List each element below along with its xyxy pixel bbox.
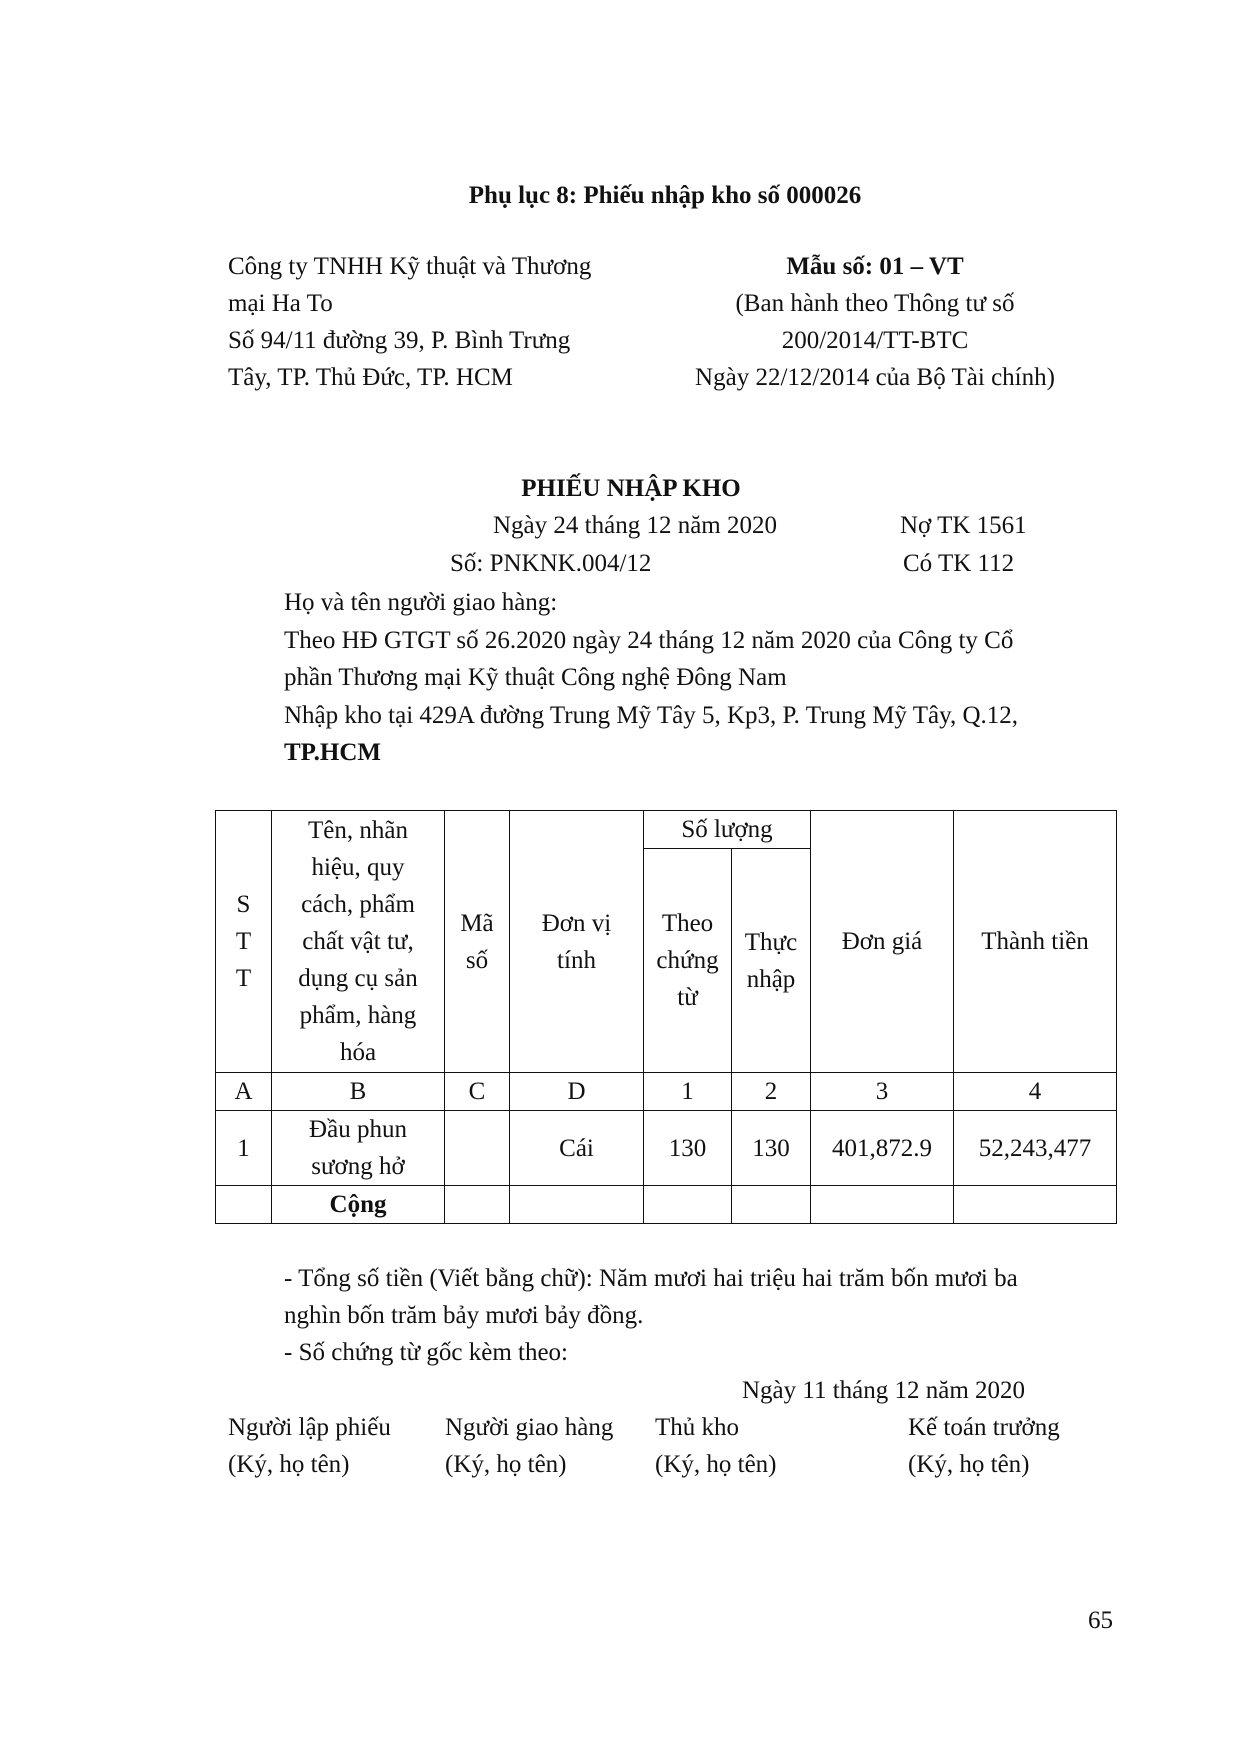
sign-date: Ngày 11 tháng 12 năm 2020: [742, 1377, 1026, 1404]
header-text: tính: [557, 946, 596, 974]
row-qty-doc: 130: [644, 1111, 732, 1186]
index-cell: 3: [811, 1073, 954, 1111]
form-code: Mẫu số: 01 – VT: [786, 253, 964, 280]
header-stt: [216, 811, 272, 1073]
header-quantity: Số lượng: [644, 811, 811, 849]
index-cell: A: [216, 1073, 272, 1111]
total-cell: [445, 1186, 510, 1224]
form-info-line: 200/2014/TT-BTC: [781, 327, 969, 354]
row-name-text: sương hở: [311, 1153, 405, 1180]
header-text: cách, phẩm: [301, 891, 415, 918]
warehouse-line: Nhập kho tại 429A đường Trung Mỹ Tây 5, Kp3, P. Trung Mỹ Tây, Q.12,: [284, 702, 1019, 729]
header-text: hóa: [339, 1039, 377, 1066]
total-in-words: - Tổng số tiền (Viết bằng chữ): Năm mươi hai triệu hai trăm bốn mươi ba: [284, 1265, 1018, 1292]
signature-note: (Ký, họ tên): [908, 1451, 1030, 1478]
header-unit: [510, 811, 644, 1073]
header-text: Đơn vị: [541, 909, 612, 937]
goods-table: [215, 810, 1117, 1224]
header-text: S: [236, 891, 251, 918]
header-name: [272, 811, 445, 1073]
total-label: Cộng: [272, 1186, 445, 1224]
signature-role: Kế toán trưởng: [908, 1414, 1060, 1441]
page-heading: Phụ lục 8: Phiếu nhập kho số 000026: [468, 182, 862, 209]
signature-role: Thủ kho: [655, 1414, 740, 1441]
index-cell: 4: [954, 1073, 1117, 1111]
header-qty-actual: [732, 849, 811, 1073]
row-amount: 52,243,477: [954, 1111, 1117, 1186]
header-text: phẩm, hàng: [299, 1002, 417, 1029]
index-cell: C: [445, 1073, 510, 1111]
header-text: Thực: [744, 928, 798, 956]
index-cell: 2: [732, 1073, 811, 1111]
header-text: T: [235, 965, 252, 992]
company-block: [228, 248, 648, 396]
signature-note: (Ký, họ tên): [445, 1451, 567, 1478]
voucher-number: Số: PNKNK.004/12: [450, 550, 652, 577]
index-cell: B: [272, 1073, 445, 1111]
company-line: Công ty TNHH Kỹ thuật và Thương: [228, 253, 592, 280]
row-code: [445, 1111, 510, 1186]
total-cell: [216, 1186, 272, 1224]
index-row: [216, 1073, 1117, 1111]
total-cell: [644, 1186, 732, 1224]
credit-account: Có TK 112: [903, 550, 1015, 577]
form-info-line: (Ban hành theo Thông tư số: [735, 290, 1015, 317]
total-cell: [811, 1186, 954, 1224]
row-name-text: Đầu phun: [309, 1116, 407, 1143]
company-line: Tây, TP. Thủ Đức, TP. HCM: [228, 364, 513, 391]
row-name: [272, 1111, 445, 1186]
header-text: nhập: [746, 965, 796, 993]
signature-role: Người giao hàng: [445, 1414, 614, 1441]
deliverer-line: Họ và tên người giao hàng:: [284, 589, 558, 616]
invoice-line: phần Thương mại Kỹ thuật Công nghệ Đông Nam: [284, 664, 787, 691]
total-cell: [954, 1186, 1117, 1224]
signature-role: Người lập phiếu: [228, 1414, 391, 1441]
header-text: số: [465, 946, 489, 974]
total-cell: [510, 1186, 644, 1224]
header-text: chứng: [656, 947, 719, 974]
header-qty-doc: [644, 849, 732, 1073]
company-line: Số 94/11 đường 39, P. Bình Trưng: [228, 327, 571, 354]
header-text: hiệu, quy: [311, 854, 405, 881]
voucher-title: PHIẾU NHẬP KHO: [521, 475, 741, 502]
warehouse-line: TP.HCM: [284, 739, 381, 766]
row-stt: 1: [216, 1111, 272, 1186]
header-text: Mã: [460, 909, 494, 937]
header-text: dụng cụ sản: [298, 965, 418, 992]
total-in-words-cont: nghìn bốn trăm bảy mươi bảy đồng.: [284, 1302, 644, 1329]
form-info-block: [640, 248, 1110, 396]
header-text: chất vật tư,: [302, 928, 414, 955]
header-text: Tên, nhãn: [308, 817, 408, 844]
voucher-date: Ngày 24 tháng 12 năm 2020: [493, 512, 777, 539]
row-qty-actual: 130: [732, 1111, 811, 1186]
form-info-line: Ngày 22/12/2014 của Bộ Tài chính): [695, 364, 1055, 391]
header-amount: Thành tiền: [954, 811, 1117, 1073]
index-cell: 1: [644, 1073, 732, 1111]
total-cell: [732, 1186, 811, 1224]
row-price: 401,872.9: [811, 1111, 954, 1186]
header-text: từ: [677, 984, 698, 1011]
page-number: 65: [1088, 1607, 1113, 1634]
index-cell: D: [510, 1073, 644, 1111]
row-unit: Cái: [510, 1111, 644, 1186]
attached-documents: - Số chứng từ gốc kèm theo:: [284, 1339, 568, 1366]
header-price: Đơn giá: [811, 811, 954, 1073]
company-line: mại Ha To: [228, 290, 333, 317]
debit-account: Nợ TK 1561: [900, 512, 1027, 539]
signature-note: (Ký, họ tên): [655, 1451, 777, 1478]
header-text: Theo: [661, 910, 714, 937]
signature-note: (Ký, họ tên): [228, 1451, 350, 1478]
table-row: [216, 1111, 1117, 1186]
total-row: [216, 1186, 1117, 1224]
header-text: T: [235, 928, 252, 955]
header-code: [445, 811, 510, 1073]
invoice-line: Theo HĐ GTGT số 26.2020 ngày 24 tháng 12 năm 2020 của Công ty Cổ: [284, 627, 1014, 654]
